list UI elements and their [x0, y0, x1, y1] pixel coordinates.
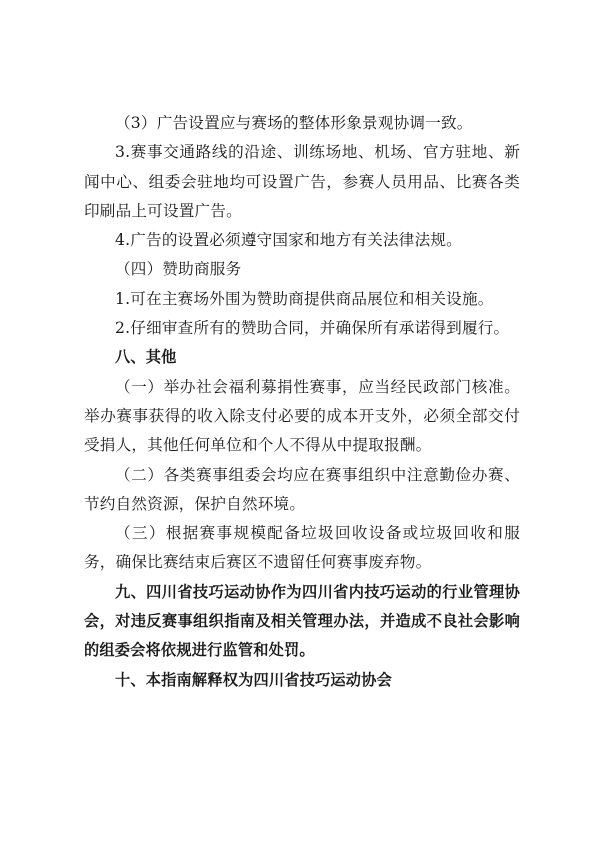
document-body	[84, 109, 520, 695]
paragraph-sponsor-contracts: 2.仔细审查所有的赞助合同，并确保所有承诺得到履行。	[115, 319, 510, 338]
paragraph-ad-locations: 3.赛事交通路线的沿途、训练场地、机场、官方驻地、新闻中心、组委会驻地均可设置广告，参赛人员用品、比赛各类印刷品上可设置广告。	[84, 143, 520, 220]
section-heading-sponsor-services: （四）赞助商服务	[115, 260, 242, 279]
section-heading-interpretation: 十、本指南解释权为四川省技巧运动协会	[115, 670, 392, 689]
paragraph-sponsor-booths: 1.可在主赛场外围为赞助商提供商品展位和相关设施。	[115, 289, 494, 308]
paragraph-frugality: （二）各类赛事组委会均应在赛事组织中注意勤俭办赛、节约自然资源，保护自然环境。	[84, 465, 520, 513]
paragraph-ad-coordination: （3）广告设置应与赛场的整体形象景观协调一致。	[115, 114, 473, 132]
paragraph-ad-laws: 4.广告的设置必须遵守国家和地方有关法律法规。	[115, 231, 462, 250]
section-heading-supervision: 九、四川省技巧运动协作为四川省内技巧运动的行业管理协会，对违反赛事组织指南及相关管理办法，并造成不良社会影响的组委会将依规进行监管和处罚。	[84, 582, 520, 660]
paragraph-charity-events: （一）举办社会福利募捐性赛事，应当经民政部门核准。举办赛事获得的收入除支付必要的成本开支外，必须全部交付受捐人，其他任何单位和个人不得从中提取报酬。	[84, 377, 520, 455]
section-heading-other: 八、其他	[115, 348, 177, 367]
paragraph-waste-management: （三）根据赛事规模配备垃圾回收设备或垃圾回收和服务，确保比赛结束后赛区不遗留任何赛事废弃物。	[84, 524, 520, 572]
